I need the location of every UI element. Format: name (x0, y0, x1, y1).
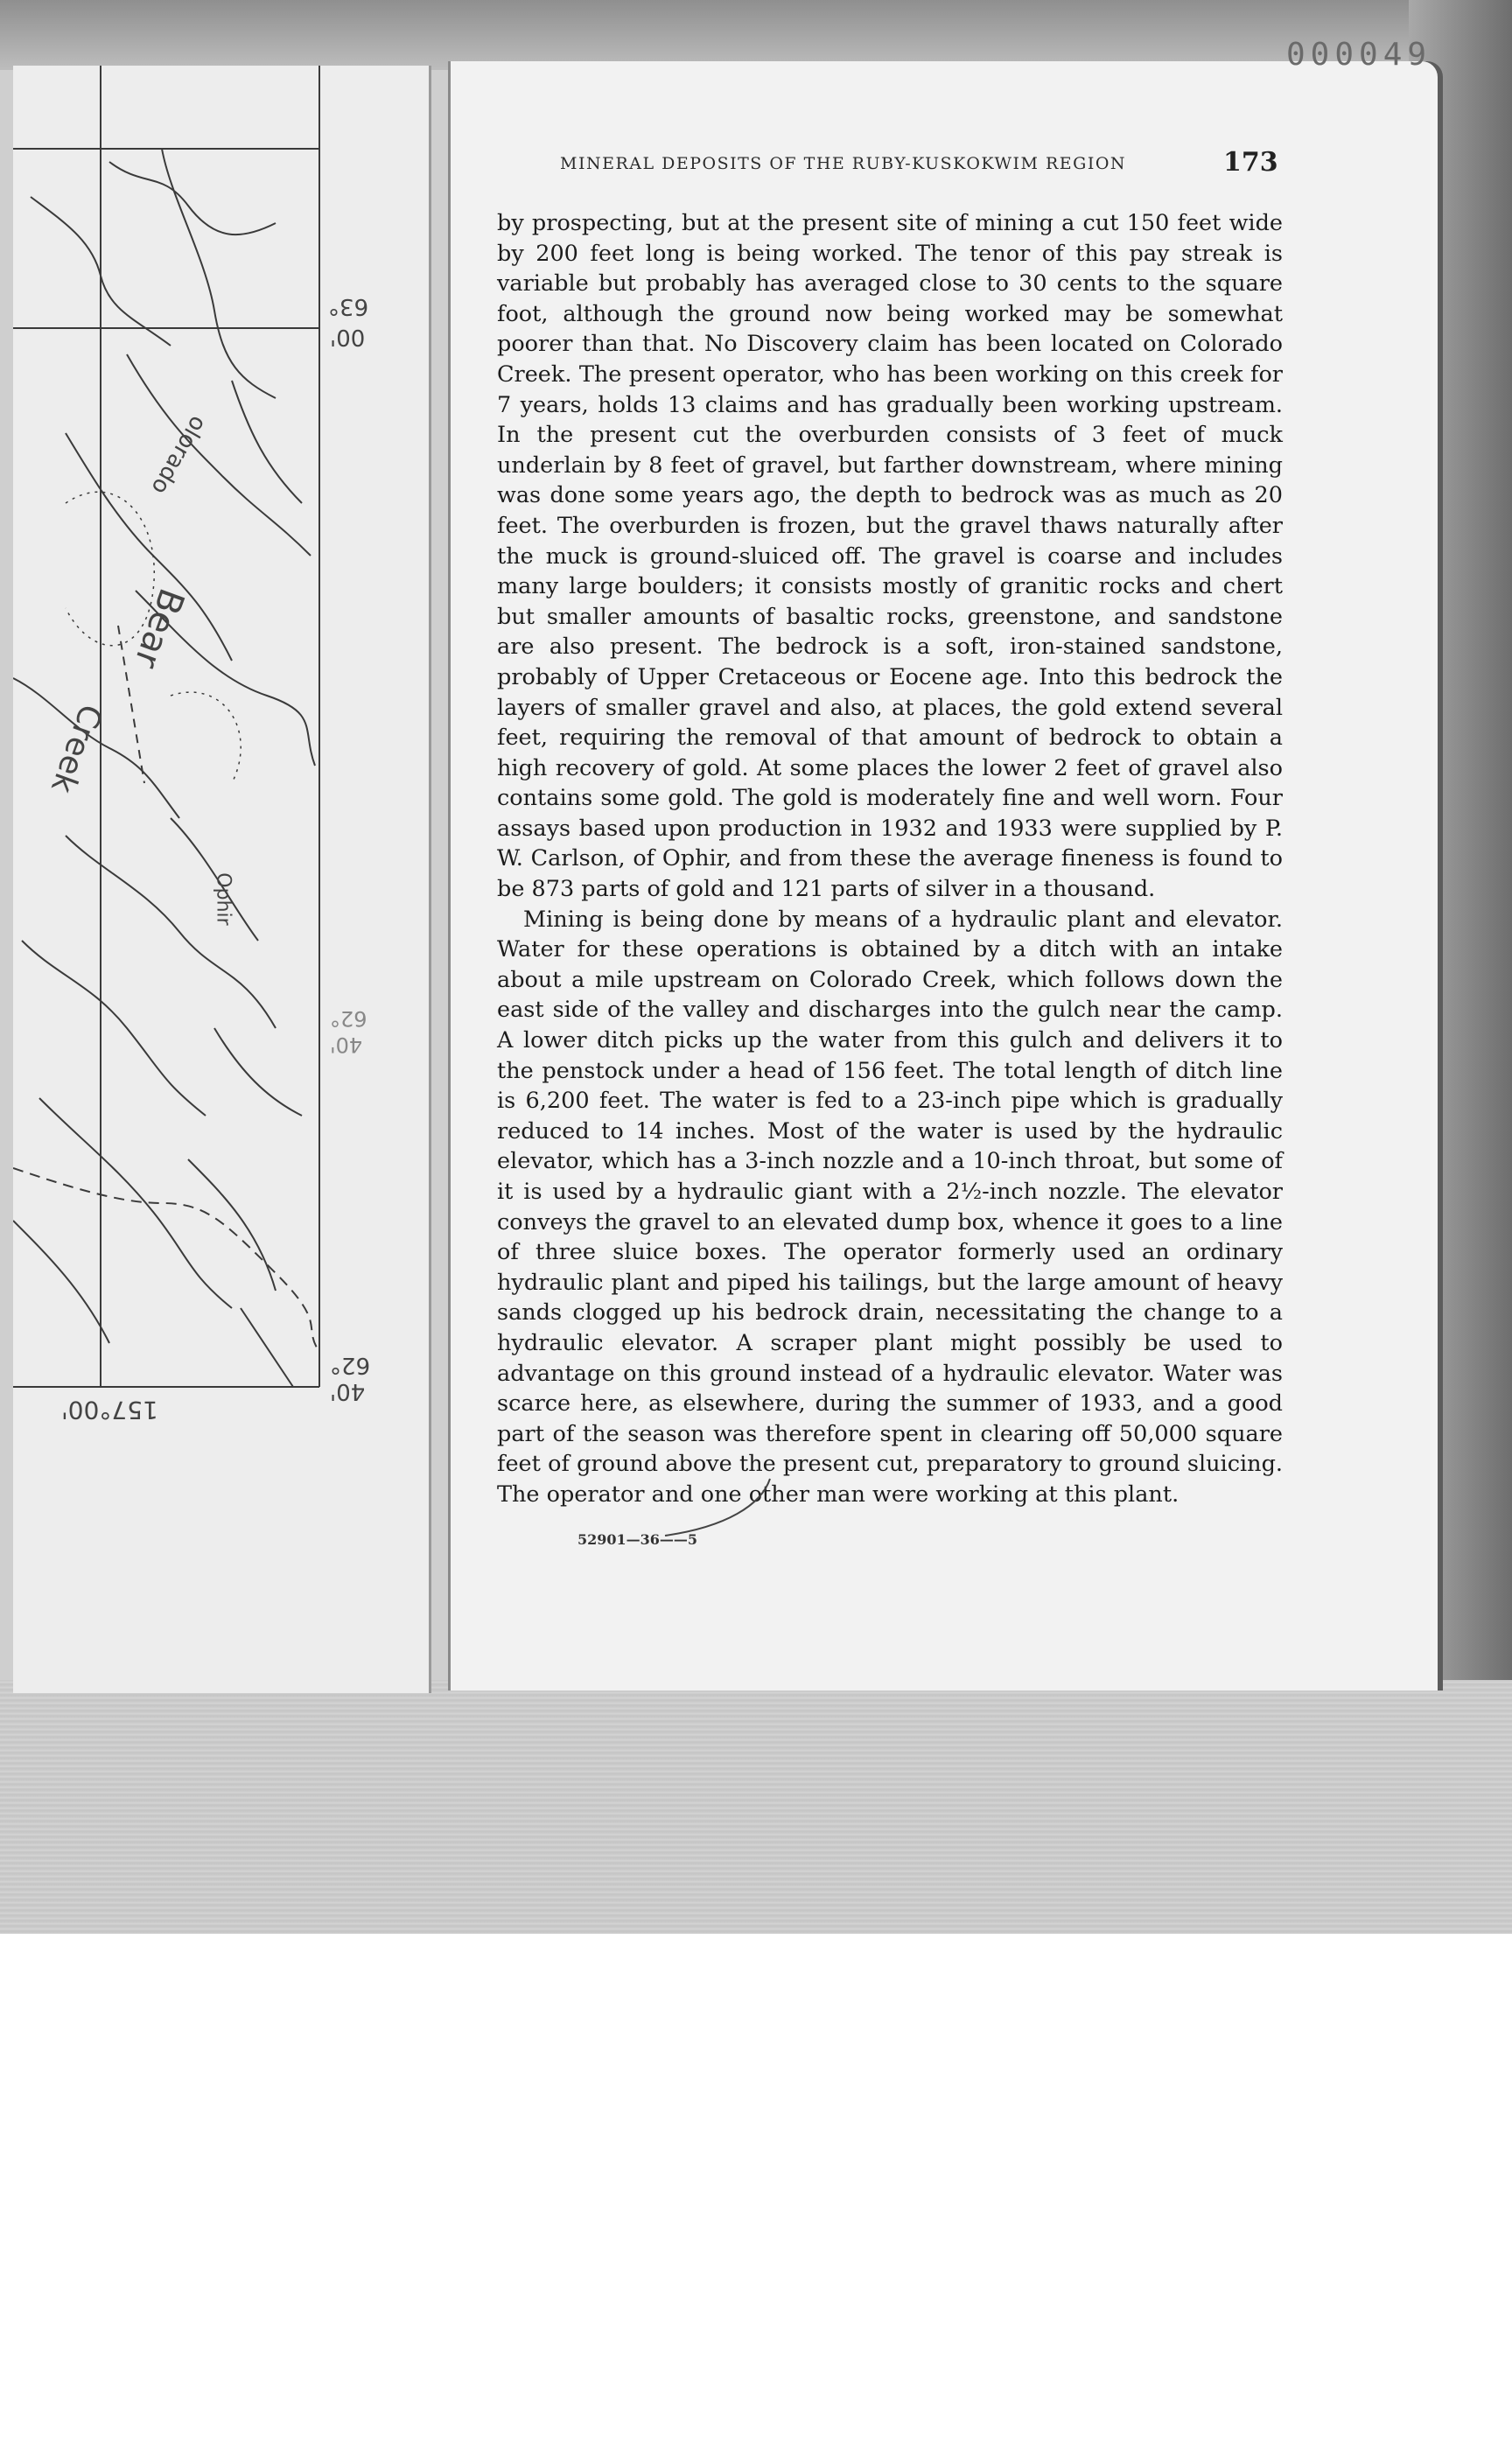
map-stream (22, 941, 206, 1116)
scan-shadow-top (0, 0, 1512, 70)
map-place-label: olorado (145, 411, 212, 499)
map-latitude-label: 62° (330, 1352, 371, 1378)
running-head: MINERAL DEPOSITS OF THE RUBY-KUSKOKWIM REGION (560, 154, 1127, 173)
map-latitude-label: 63° (328, 293, 369, 319)
map-stream (188, 1159, 276, 1291)
left-page-map (13, 66, 431, 1693)
document-stamp-number: 000049 (1286, 37, 1432, 73)
paragraph: Mining is being done by means of a hydraulic plant and elevator. Water for these operations is obtained by a ditch with an intake about a mile upstream on Colorado Creek, which follows down the east side of the valley and discharges into the gulch near the camp. A lower ditch picks up the water from this gulch and delivers it to the penstock under a head of 156 feet. The total length of ditch line is 6,200 feet. The water is fed to a 23-inch pipe which is gradually reduced to 14 inches. Most of the water is used by the hydraulic elevator, which has a 3-inch nozzle and a 10-inch throat, but some of it is used by a hydraulic giant with a 2½-inch nozzle. The elevator conveys the gravel to an elevated dump box, whence it goes to a line of three sluice boxes. The operator formerly used an ordinary hydraulic plant and piped his tailings, but the large amount of heavy sands clogged up his bedrock drain, necessitating the change to a hydraulic elevator. A scraper plant might possibly be used to advantage on this ground instead of a hydraulic elevator. Water was scarce here, as elsewhere, during the summer of 1933, and a good part of the season was therefore spent in clearing off 50,000 square feet of ground above the present cut, preparatory to ground sluicing. The operator and one other man were working at this plant. (497, 906, 1283, 1508)
map-trail (13, 1168, 319, 1352)
map-stream (162, 149, 276, 398)
map-stream (127, 354, 311, 556)
map-place-label: Bear (125, 583, 192, 674)
body-text (497, 208, 1283, 1510)
map-place-label: Ophir (212, 872, 234, 926)
map-longitude-label: 157°00' (61, 1396, 158, 1424)
map-latitude-label: 62° (330, 1006, 368, 1031)
map-stream (214, 1028, 302, 1116)
paragraph: by prospecting, but at the present site of mining a cut 150 feet wide by 200 feet long is being worked. The tenor of this pay streak is variable but probably has averaged close to 30 cents to the square foot, although the ground now being worked may be somewhat poorer than that. No Discovery claim has been located on Colorado Creek. The present operator, who has been working on this creek for 7 years, holds 13 claims and has gradually been working upstream. In the present cut the overburden consists of 3 feet of muck underlain by 8 feet of gravel, but farther downstream, where mining was done some years ago, the depth to bedrock was as much as 20 feet. The overburden is frozen, but the gravel thaws naturally after the muck is ground-sluiced off. The gravel is coarse and includes many large boulders; it consists mostly of granitic rocks and chert but smaller amounts of basaltic rocks, greenstone, and sandstone are also present. The bedrock is a soft, iron-stained sandstone, probably of Upper Cretaceous or Eocene age. Into this bedrock the layers of smaller gravel and also, at places, the gold extend several feet, requiring the removal of that amount of bedrock to obtain a high recovery of gold. At some places the lower 2 feet of gravel also contains some gold. The gold is moderately fine and well worn. Four assays based upon production in 1932 and 1933 were supplied by P. W. Carlson, of Ophir, and from these the average fineness is found to be 873 parts of gold and 121 parts of silver in a thousand. (497, 210, 1283, 903)
print-code: 52901—36——5 (578, 1531, 698, 1548)
map-stream (232, 381, 302, 503)
map-stream (66, 836, 276, 1028)
map-stream (109, 162, 276, 234)
map-stream (13, 678, 179, 818)
scan-shadow-bottom (0, 1680, 1512, 1934)
map-latitude-minutes-label: 00' (330, 324, 366, 350)
map-latitude-minutes-label: 40' (330, 1032, 363, 1057)
map-stream (39, 1098, 232, 1308)
map-contour (171, 692, 241, 783)
page-number: 173 (1223, 147, 1278, 178)
map-place-label: Creek (44, 699, 109, 798)
map-stream (13, 1221, 109, 1343)
map-stream (241, 1308, 293, 1387)
map-latitude-minutes-label: 40' (330, 1378, 366, 1404)
